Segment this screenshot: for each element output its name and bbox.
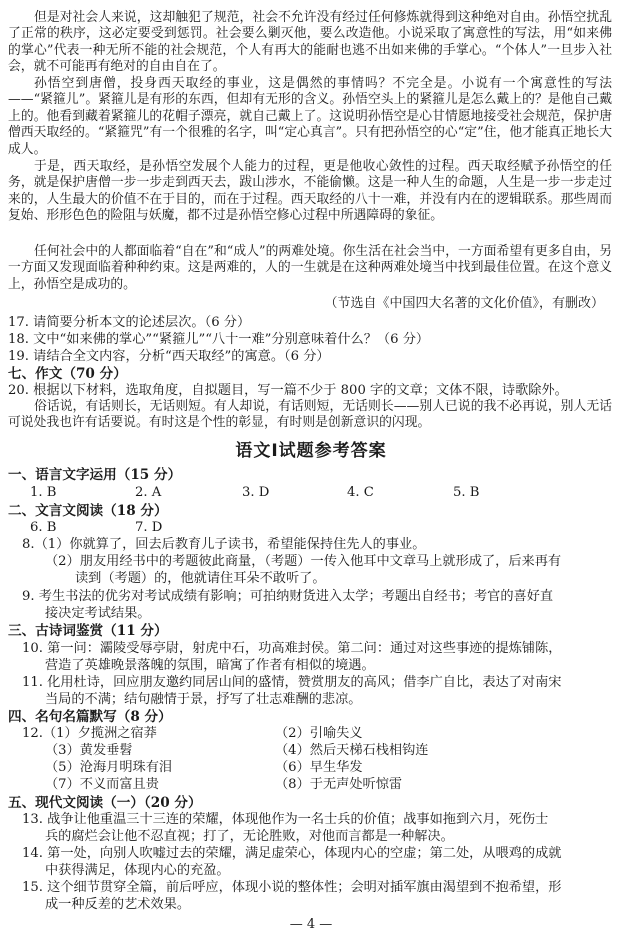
answer-section-5-heading: 五、现代文阅读（一）（20 分）	[8, 795, 202, 811]
answer-10-line2: 营造了英雄晚景落魄的氛围，暗寓了作者有相似的境遇。	[45, 658, 375, 673]
answer-7: 7. D	[135, 520, 163, 535]
answer-11-line2: 当局的不满；结句融情于景，抒写了壮志难酬的悲凉。	[45, 692, 362, 707]
answer-8-1: 8.（1）你就算了，回去后教育儿子读书，希望能保持住先人的事业。	[22, 537, 426, 552]
answer-12-5: （5）沧海月明珠有泪	[45, 760, 173, 775]
page-number: — 4 —	[289, 917, 333, 932]
answer-12-4: （4）然后天梯石栈相钩连	[275, 743, 429, 758]
question-18: 18. 文中“如来佛的掌心”“紧箍儿”“八十一难”分别意味着什么？（6 分）	[8, 332, 430, 347]
answer-section-4-heading: 四、名句名篇默写（8 分）	[8, 709, 172, 725]
answer-13-line2: 兵的腐烂会让他不忍直视；打了，无论胜败，对他而言都是一种解决。	[45, 829, 454, 844]
passage-paragraph-4: 任何社会中的人都面临着“自在”和“成人”的两难处境。你生活在社会当中，一方面希望有更多自由，另一方面又发现面临着种种约束。这是两难的，人的一生就是在这种两难处境当中找到最佳位置。在这个意义上，孙悟空是成功的。	[8, 244, 612, 292]
answer-12-3: （3）黄发垂髫	[45, 743, 133, 758]
answer-15-line2: 成一种反差的艺术效果。	[45, 897, 191, 912]
passage-paragraph-1: 但是对社会人来说，这却触犯了规范，社会不允许没有经过任何修炼就得到这种绝对自由。孙悟空扰乱了正常的秩序，这必定要受到惩罚。社会要么剿灭他，要么改造他。小说采取了寓意性的写法，用“如来佛的掌心”代表一种无所不能的社会规范，个人有再大的能耐也逃不出如来佛的手掌心。“个体人”一旦步入社会，就不可能再有绝对的自由自在了。	[8, 10, 612, 75]
answer-13-line1: 13. 战争让他重温三十三连的荣耀，体现他作为一名士兵的价值；战事如拖到六月，死伤士	[22, 812, 549, 827]
writing-material: 俗话说，有话则长，无话则短。有人却说，有话则短，无话则长——别人已说的我不必再说，别人无话可说处我也许有话要说。有时这是个性的彰显，有时则是创新意识的闪现。	[8, 399, 612, 431]
section-writing-heading: 七、作文（70 分）	[8, 366, 127, 382]
answer-11-line1: 11. 化用杜诗，回应朋友邀约同居山间的盛情，赞赏朋友的高风；借李广自比，表达了对南宋	[22, 675, 562, 690]
answer-14-line1: 14. 第一处，向别人吹嘘过去的荣耀，满足虚荣心，体现内心的空虚；第二处，从喂鸡的成就	[22, 846, 562, 861]
answer-8-2-line2: 读到（考题）的，他就请住耳朵不敢听了。	[75, 571, 326, 586]
question-19: 19. 请结合全文内容，分析“西天取经”的寓意。（6 分）	[8, 349, 330, 364]
answer-6: 6. B	[30, 520, 57, 535]
answer-section-2-heading: 二、文言文阅读（18 分）	[8, 503, 168, 519]
answer-12-7: （7）不义而富且贵	[45, 777, 159, 792]
answer-12-8: （8）于无声处听惊雷	[275, 777, 403, 792]
passage-source: （节选自《中国四大名著的文化价值》，有删改）	[324, 296, 604, 311]
answer-12-2: （2）引喻失义	[275, 726, 363, 741]
answer-10-line1: 10. 第一问：灞陵受辱亭尉，射虎中石，功高难封侯。第二问：通过对这些事迹的提炼铺陈，	[22, 641, 562, 656]
answer-15-line1: 15. 这个细节贯穿全篇，前后呼应，体现小说的整体性；会明对插军旗由渴望到不抱希望，形	[22, 880, 562, 895]
passage-paragraph-2: 孙悟空到唐僧，投身西天取经的事业，这是偶然的事情吗？不完全是。小说有一个寓意性的写法——“紧箍儿”。紧箍儿是有形的东西，但却有无形的含义。孙悟空头上的紧箍儿是怎么戴上的？是他自己戴上的。他看到藏着紧箍儿的花帽子漂亮，就自己戴上了。这说明孙悟空是心甘情愿地接受社会规范，保护唐僧西天取经的。“紧箍咒”有一个很雅的名字，叫“定心真言”。只有把孙悟空的心“定”住，他才能真正地长大成人。	[8, 76, 612, 157]
answer-section-1-heading: 一、语言文字运用（15 分）	[8, 467, 182, 483]
question-20: 20. 根据以下材料，选取角度，自拟题目，写一篇不少于 800 字的文章；文体不限，诗歌除外。	[8, 383, 568, 398]
answer-2: 2. A	[135, 485, 162, 500]
answer-key-title: 语文Ⅰ试题参考答案	[235, 441, 387, 461]
answer-4: 4. C	[347, 485, 374, 500]
answer-12-6: （6）早生华发	[275, 760, 363, 775]
answer-8-2-line1: （2）朋友用经书中的考题彼此商量，（考题）一传入他耳中文章马上就形成了，后来再有	[45, 554, 562, 569]
answer-9-line2: 接决定考试结果。	[45, 606, 151, 621]
answer-14-line2: 中获得满足，体现内心的充盈。	[45, 863, 230, 878]
answer-9-line1: 9. 考生书法的优劣对考试成绩有影响；可拍纳财货进入太学；考题出自经书；考官的喜好直	[22, 589, 554, 604]
passage-paragraph-3: 于是，西天取经，是孙悟空发展个人能力的过程，更是他收心敛性的过程。西天取经赋予孙悟空的任务，就是保护唐僧一步一步走到西天去，跋山涉水，不能偷懒。这是一种人生的命题，人生是一步一步走过来的，人生最大的价值不在于目的，而在于过程。西天取经的八十一难，并没有内在的逻辑联系。那些周而复始、形形色色的险阻与妖魔，都不过是孙悟空修心过程中所遇障碍的象征。	[8, 159, 612, 224]
answer-12-1: 12.（1）夕揽洲之宿莽	[22, 726, 157, 741]
answer-5: 5. B	[453, 485, 480, 500]
answer-section-3-heading: 三、古诗词鉴赏（11 分）	[8, 623, 168, 639]
answer-1: 1. B	[30, 485, 57, 500]
answer-3: 3. D	[242, 485, 270, 500]
question-17: 17. 请简要分析本文的论述层次。（6 分）	[8, 315, 251, 330]
